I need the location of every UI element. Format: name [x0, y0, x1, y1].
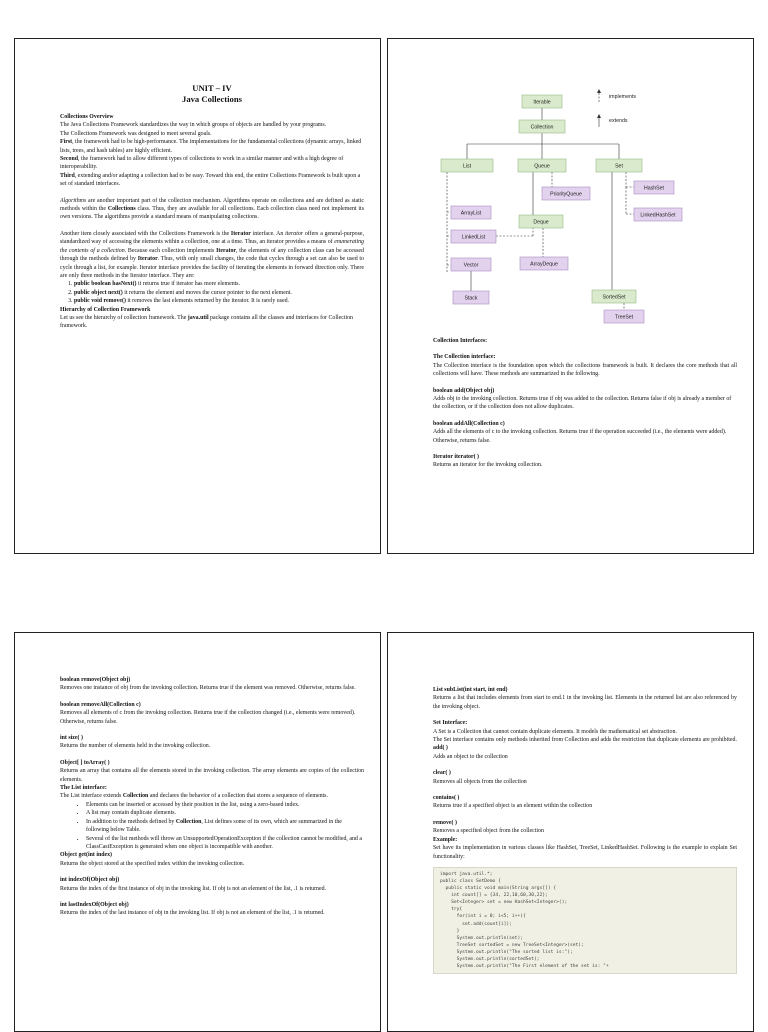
bullet-item: • Several of the list methods will throw an UnsupportedOperationException if the collection cannot be modified, and a ClassCastException is generated when one object is incompatible with another.	[86, 835, 364, 852]
node-arraylist-label: ArrayList	[460, 210, 482, 217]
second-goal	[60, 155, 364, 172]
node-iterable	[522, 95, 562, 108]
node-queue	[518, 159, 566, 172]
collections-overview-heading: Collections Overview	[60, 114, 114, 120]
unit-title: UNIT – IV	[192, 83, 232, 93]
node-hashset-label: HashSet	[644, 185, 664, 192]
list-interface-heading: The List interface:	[60, 785, 107, 792]
node-stack	[453, 291, 489, 304]
second-text: , the framework had to allow different types of collections to work in a similar manner and with a high degree of interoperability.	[60, 156, 344, 171]
legend-extends-label: extends	[609, 118, 628, 124]
method-item	[74, 297, 364, 305]
node-arraydeque	[520, 257, 568, 270]
set-remove-text: Removes a specified object from the collection	[433, 828, 544, 835]
bullet-item: • In addition to the methods defined by Collection, List defines some of its own, which are summarized in the following below Table.	[86, 818, 364, 835]
toarray-method-text: Returns an array that contains all the elements stored in the invoking collection. The array elements are copies of the collection elements.	[60, 768, 364, 783]
iterator-methods-list	[60, 280, 364, 305]
add-method-text: Adds obj to the invoking collection. Returns true if obj was added to the collection. Returns false if obj is already a member of the collection, or if the collection does not allow duplicates.	[433, 396, 732, 411]
method-item	[74, 280, 364, 288]
list-collection-word: Collection	[122, 793, 149, 800]
extends-arrowhead-icon	[597, 114, 601, 118]
collection-hierarchy-diagram	[434, 85, 704, 329]
algorithms-text-a: are another important part of the collection mechanism. Algorithms operate on collections and are defined as static methods within the	[60, 197, 364, 213]
diagram-legend	[597, 89, 636, 127]
legend-implements-label: implements	[609, 94, 637, 100]
third-text: , extending and/or adapting a collection had to be easy. Toward this end, the entire Collections Framework is built upon a set of standard interfaces.	[60, 172, 361, 188]
removeall-method-text: Removes all elements of c from the invoking collection. Returns true if the collection changed (i.e., elements were removed). Otherwise, returns false.	[60, 710, 356, 725]
node-sortedset-label: SortedSet	[602, 294, 626, 301]
first-text: , the framework had to be high-performance. The implementations for the fundamental collections (dynamic arrays, linked lists, trees, and hash tables) are highly efficient.	[60, 139, 362, 154]
node-vector	[451, 258, 491, 271]
method-description: it removes the last elements returned by the iterator. It is rarely used.	[125, 298, 290, 305]
java-util-package: java.util	[187, 314, 209, 321]
page-4-content	[433, 686, 737, 974]
first-goal	[60, 138, 364, 155]
node-set	[596, 159, 642, 172]
node-linkedhashset-label: LinkedHashSet	[640, 212, 676, 219]
indexof-method-text: Returns the index of the first instance of obj in the invoking list. If obj is not an element of the list, .1 is returned.	[60, 885, 327, 892]
set-contains-heading: contains( )	[433, 795, 460, 802]
third-label: Third	[60, 172, 75, 179]
set-interface-text-2: The Set interface contains only methods inherited from Collection and adds the restriction that duplicate elements are prohibited.	[433, 737, 737, 744]
hier-text-b: package contains all the classes and interfaces for Collection framework.	[60, 314, 354, 330]
node-linkedhashset	[634, 208, 682, 221]
method-signature: public boolean hasNext()	[74, 281, 137, 288]
iterator-method-heading: Iterator iterator( )	[433, 454, 480, 461]
iterator-method-text: Returns an iterator for the invoking collection.	[433, 462, 543, 469]
collection-interface-text: The Collection interface is the foundation upon which the collections framework is built. It declares the core methods that all collections will have. These methods are summarized in the following.	[433, 362, 737, 378]
list-text-a: The List interface extends	[60, 793, 123, 800]
example-text: Set have its implementation in various classes like HashSet, TreeSet, LinkedHashSet. Following is the example to explain Set functionality:	[433, 845, 737, 860]
set-add-text: Adds an object to the collection	[433, 753, 508, 760]
list-interface-bullets	[60, 801, 364, 851]
page-1-content	[60, 83, 364, 331]
node-arraydeque-label: ArrayDeque	[530, 261, 558, 268]
node-treeset	[604, 310, 644, 323]
page-2-content	[433, 337, 737, 470]
node-deque	[519, 215, 563, 228]
set-contains-text: Returns true if a specified object is an element within the collection	[433, 803, 593, 810]
goals-line: The Collections Framework was designed to meet several goals.	[60, 130, 212, 137]
get-method-text: Returns the object stored at the specified index within the invoking collection.	[60, 860, 245, 867]
node-treeset-label: TreeSet	[614, 314, 634, 321]
example-heading: Example:	[433, 836, 458, 843]
node-vector-label: Vector	[463, 262, 479, 269]
method-description: it returns true if iterator has more elements.	[136, 281, 241, 288]
iter-text-a: Another item closely associated with the Collections Framework is the	[60, 230, 231, 237]
iter-text-c: offers a general-purpose, standardized way of accessing the elements within a collection, one at a time. Thus, an iterator provides a means of	[60, 230, 364, 246]
set-remove-heading: remove( )	[433, 819, 457, 826]
document-page-4	[387, 632, 754, 1032]
removeall-method-heading: boolean removeAll(Collection c)	[60, 701, 141, 708]
bullet-item: • Elements can be inserted or accessed by their position in the list, using a zero-based index.	[86, 801, 364, 809]
hierarchy-paragraph	[60, 314, 364, 331]
set-interface-text-1: A Set is a Collection that cannot contain duplicate elements. It models the mathematical set abstraction.	[433, 728, 677, 735]
document-page-1	[14, 38, 381, 554]
node-hashset	[634, 181, 674, 194]
document-page-3	[14, 632, 381, 1032]
iter-text-e: , the elements of any collection class can be accessed through the methods defined by	[60, 247, 364, 263]
node-set-label: Set	[615, 163, 623, 170]
enumerating-phrase: enumerating the contents of a collection	[60, 239, 364, 254]
sublist-method-heading: List subList(int start, int end)	[433, 687, 508, 693]
second-label: Second	[60, 156, 79, 163]
set-clear-text: Removes all objects from the collection	[433, 778, 527, 785]
collections-word: Collections	[107, 206, 136, 213]
addall-method-heading: boolean addAll(Collection c)	[433, 420, 505, 427]
node-arraylist	[451, 206, 491, 219]
list-text-b: and declares the behavior of a collection that stores a sequence of elements.	[148, 793, 328, 800]
method-signature: public object next()	[74, 289, 123, 296]
method-description: it returns the element and moves the cursor pointer to the next element.	[122, 289, 292, 296]
set-clear-heading: clear( )	[433, 770, 451, 777]
node-linkedlist-label: LinkedList	[461, 234, 486, 241]
lastindexof-method-heading: int lastIndexOf(Object obj)	[60, 901, 129, 908]
node-linkedlist	[451, 230, 496, 243]
collection-interfaces-heading: Collection Interfaces:	[433, 338, 488, 344]
remove-method-text: Removes one instance of obj from the invoking collection. Returns true if the element was removed. Otherwise, returns false.	[60, 685, 356, 692]
unit-subtitle: Java Collections	[182, 94, 242, 104]
node-collection-label: Collection	[530, 124, 554, 131]
method-item	[74, 289, 364, 297]
iter-text-f: . Thus, with only small changes, the code that cycles through a set can also be used to cycle through a list, for example. Iterator interface provides the facility of iterating the elements in forward direction only. There are only three methods in the Iterator interface. They are:	[60, 256, 365, 279]
node-stack-label: Stack	[464, 295, 478, 302]
algorithms-word: Algorithms	[60, 197, 87, 204]
sublist-method-text: Returns a list that includes elements from start to end.1 in the invoking list. Elements in the returned list are also referenced by the invoking object.	[433, 695, 737, 710]
overview-paragraph: The Java Collections Framework standardizes the way in which groups of objects are handled by your programs.	[60, 122, 327, 129]
page-3-content	[60, 676, 364, 918]
algorithms-text-b: class. Thus, they are available for all collections. Each collection class need not implement its own versions. The algorithms provide a standard means of manipulating collections.	[60, 206, 364, 221]
node-sortedset	[592, 290, 636, 303]
node-priorityqueue-label: PriorityQueue	[550, 191, 582, 198]
toarray-method-heading: Object[ ] toArray( )	[60, 759, 110, 766]
first-label: First	[60, 139, 73, 146]
hierarchy-heading: Hierarchy of Collection Framework	[60, 306, 151, 313]
node-priorityqueue	[542, 187, 590, 200]
set-interface-heading: Set Interface:	[433, 720, 468, 727]
method-signature: public void remove()	[74, 298, 126, 305]
iterator-paragraph	[60, 230, 364, 280]
collection-interface-heading: The Collection interface:	[433, 354, 496, 361]
bullet-item: • A list may contain duplicate elements.	[86, 809, 364, 817]
iterator-bold-1: Iterator	[230, 230, 251, 237]
hier-text-a: Let us see the hierarchy of collection framework. The	[60, 314, 188, 321]
code-sample-block: import java.util.*; public class SetDemo { public static void main(String args[]) { int count[] = {34, 22,10,60,30,22}; Set<Integer> set = new HashSet<Integer>(); try{ for(int i = 0; i<5; i++){ set.add(count[i]); } System.out.println(set); TreeSet sortedSet = new TreeSet<Integer>(set); System.out.println("The sorted list is:"); System.out.println(sortedSet); System.out.println("The First element of the set is: "+	[433, 867, 737, 974]
implements-arrowhead-icon	[597, 89, 601, 93]
node-list	[441, 159, 493, 172]
lastindexof-method-text: Returns the index of the last instance of obj in the invoking list. If obj is not an element of the list, .1 is returned.	[60, 910, 325, 917]
iterator-bold-3: Iterator	[137, 256, 158, 263]
addall-method-text: Adds all the elements of c to the invoking collection. Returns true if the operation succeeded (i.e., the elements were added). Otherwise, returns false.	[433, 429, 727, 444]
size-method-heading: int size( )	[60, 735, 83, 742]
third-goal	[60, 172, 364, 189]
node-queue-label: Queue	[534, 163, 550, 170]
iter-text-b: interface. An	[250, 230, 286, 237]
node-deque-label: Deque	[533, 219, 549, 226]
node-list-label: List	[462, 163, 472, 170]
iterator-bold-2: Iterator	[216, 247, 237, 254]
get-method-heading: Object get(int index)	[60, 852, 113, 859]
document-page-2	[387, 38, 754, 554]
iter-text-d: . Because each collection implements	[124, 247, 217, 254]
remove-method-heading: boolean remove(Object obj)	[60, 677, 131, 683]
iterator-italic: iterator	[285, 230, 304, 237]
node-iterable-label: Iterable	[533, 99, 551, 106]
node-collection	[519, 120, 565, 133]
list-interface-text	[60, 792, 364, 800]
algorithms-paragraph	[60, 197, 364, 222]
size-method-text: Returns the number of elements held in the invoking collection.	[60, 743, 211, 750]
set-add-heading: add( )	[433, 745, 448, 752]
indexof-method-heading: int indexOf(Object obj)	[60, 877, 120, 884]
add-method-heading: boolean add(Object obj)	[433, 387, 495, 394]
